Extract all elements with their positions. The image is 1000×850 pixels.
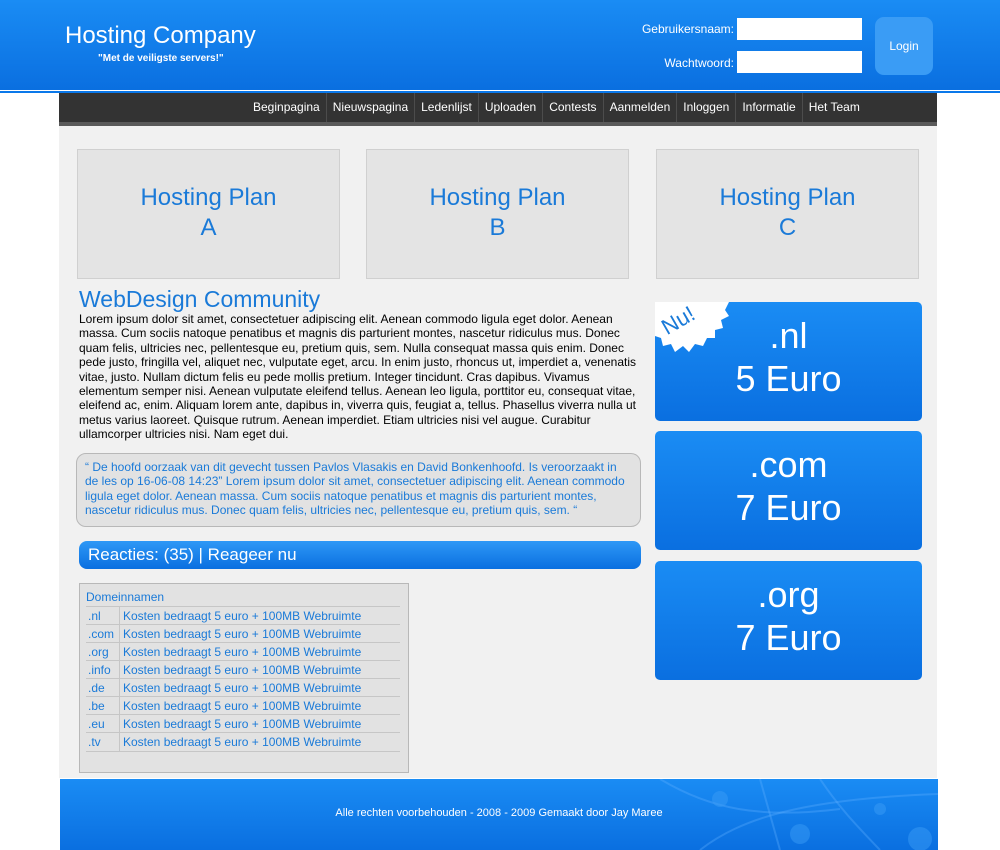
- row-separator: [119, 697, 120, 715]
- row-separator: [119, 715, 120, 733]
- domain-desc[interactable]: Kosten bedraagt 5 euro + 100MB Webruimte: [123, 645, 362, 659]
- nav-item-nieuwspagina[interactable]: Nieuwspagina: [327, 93, 415, 122]
- plan-letter: B: [489, 214, 506, 241]
- reacties-bar[interactable]: Reacties: (35) | Reageer nu: [79, 541, 641, 569]
- plan-title: Hosting Plan: [719, 184, 856, 211]
- new-badge-text: Nu!: [657, 300, 700, 340]
- table-row: [86, 606, 400, 625]
- nav-item-inloggen[interactable]: Inloggen: [677, 93, 736, 122]
- row-separator: [119, 643, 120, 661]
- domain-ext[interactable]: .eu: [88, 717, 105, 731]
- site-logo-text[interactable]: Hosting Company: [65, 22, 256, 49]
- table-row: [86, 642, 400, 661]
- domain-ext[interactable]: .de: [88, 681, 105, 695]
- price-amount: 7 Euro: [735, 617, 842, 658]
- price-box-com[interactable]: [655, 431, 922, 550]
- nav-item-contests[interactable]: Contests: [543, 93, 603, 122]
- row-separator: [119, 625, 120, 643]
- table-row: [86, 678, 400, 697]
- password-label: Wachtwoord:: [664, 56, 734, 70]
- table-row: [86, 732, 400, 752]
- password-input[interactable]: [737, 51, 862, 73]
- plan-title: Hosting Plan: [140, 184, 277, 211]
- quote-box: “ De hoofd oorzaak van dit gevecht tussen Pavlos Vlasakis en David Bonkenhoofd. Is veroorzaakt in de les op 16-06-08 14:23” Lorem ipsum dolor sit amet, consectetuer adipiscing elit. Aenean commodo ligula eget dolor. Aenean massa. Cum sociis natoque penatibus et magnis dis parturient montes, nascetur ridiculus mus. Donec quam felis, ultricies nec, pellentesque eu, pretium quis, sem. “: [76, 453, 641, 527]
- site-footer: [60, 779, 938, 850]
- nav-item-het-team[interactable]: Het Team: [808, 100, 860, 114]
- domain-ext[interactable]: .tv: [88, 735, 101, 749]
- plan-title: Hosting Plan: [429, 184, 566, 211]
- price-extension: .com: [749, 444, 828, 485]
- domain-desc[interactable]: Kosten bedraagt 5 euro + 100MB Webruimte: [123, 681, 362, 695]
- plan-letter: C: [778, 214, 797, 241]
- username-label: Gebruikersnaam:: [641, 22, 734, 36]
- domain-ext[interactable]: .com: [88, 627, 115, 641]
- domain-desc[interactable]: Kosten bedraagt 5 euro + 100MB Webruimte: [123, 699, 362, 713]
- price-amount: 5 Euro: [735, 358, 842, 399]
- domain-ext[interactable]: .be: [88, 699, 105, 713]
- row-separator: [119, 661, 120, 679]
- nav-item-informatie[interactable]: Informatie: [736, 93, 802, 122]
- footer-copyright: Alle rechten voorbehouden - 2008 - 2009 Gemaakt door Jay Maree: [335, 807, 663, 819]
- hosting-plan-a[interactable]: [77, 149, 340, 279]
- nav-item-uploaden[interactable]: Uploaden: [479, 93, 543, 122]
- community-body-text: Lorem ipsum dolor sit amet, consectetuer adipiscing elit. Aenean commodo ligula eget dolor. Aenean massa. Cum sociis natoque penatibus et magnis dis parturient montes, nascetur ridiculus mus. Donec quam felis, ultricies nec, pellentesque eu, pretium quis, sem. Nulla consequat massa quis enim. Donec pede justo, fringilla vel, aliquet nec, vulputate eget, arcu. In enim justo, rhoncus ut, imperdiet a, venenatis vitae, justo. Nullam dictum felis eu pede mollis pretium. Integer tincidunt. Cras dapibus. Vivamus elementum semper nisi. Aenean vulputate eleifend tellus. Aenean leo ligula, porttitor eu, consequat vitae, eleifend ac, enim. Aliquam lorem ante, dapibus in, viverra quis, feugiat a, tellus. Phasellus viverra nulla ut metus varius laoreet. Quisque rutrum. Aenean imperdiet. Etiam ultricies nisi vel augue. Curabitur ullamcorper ultricies nisi. Nam eget dui.: [79, 312, 636, 442]
- hosting-plan-b[interactable]: [366, 149, 629, 279]
- site-tagline: "Met de veiligste servers!": [98, 53, 224, 64]
- domain-table-title: Domeinnamen: [86, 590, 165, 604]
- plan-letter: A: [200, 214, 217, 241]
- community-title: WebDesign Community: [79, 286, 321, 312]
- price-box-org[interactable]: [655, 561, 922, 680]
- hosting-plan-c[interactable]: [656, 149, 919, 279]
- login-button[interactable]: Login: [875, 17, 933, 75]
- price-extension: .nl: [769, 315, 808, 356]
- domain-desc[interactable]: Kosten bedraagt 5 euro + 100MB Webruimte: [123, 735, 362, 749]
- table-row: [86, 696, 400, 715]
- row-separator: [119, 733, 120, 751]
- table-row: [86, 624, 400, 643]
- nav-list: [247, 93, 866, 122]
- domain-ext[interactable]: .org: [88, 645, 109, 659]
- row-separator: [119, 679, 120, 697]
- domain-table: [79, 583, 409, 773]
- domain-desc[interactable]: Kosten bedraagt 5 euro + 100MB Webruimte: [123, 663, 362, 677]
- domain-ext[interactable]: .info: [88, 663, 111, 677]
- table-row: [86, 714, 400, 733]
- nav-item-aanmelden[interactable]: Aanmelden: [604, 93, 678, 122]
- domain-desc[interactable]: Kosten bedraagt 5 euro + 100MB Webruimte: [123, 609, 362, 623]
- domain-desc[interactable]: Kosten bedraagt 5 euro + 100MB Webruimte: [123, 717, 362, 731]
- main-navigation: [59, 93, 937, 126]
- table-row: [86, 660, 400, 679]
- price-extension: .org: [757, 574, 820, 615]
- domain-ext[interactable]: .nl: [88, 609, 101, 623]
- domain-desc[interactable]: Kosten bedraagt 5 euro + 100MB Webruimte: [123, 627, 362, 641]
- price-amount: 7 Euro: [735, 487, 842, 528]
- nav-item-ledenlijst[interactable]: Ledenlijst: [415, 93, 479, 122]
- nav-item-beginpagina[interactable]: Beginpagina: [247, 93, 327, 122]
- row-separator: [119, 607, 120, 625]
- username-input[interactable]: [737, 18, 862, 40]
